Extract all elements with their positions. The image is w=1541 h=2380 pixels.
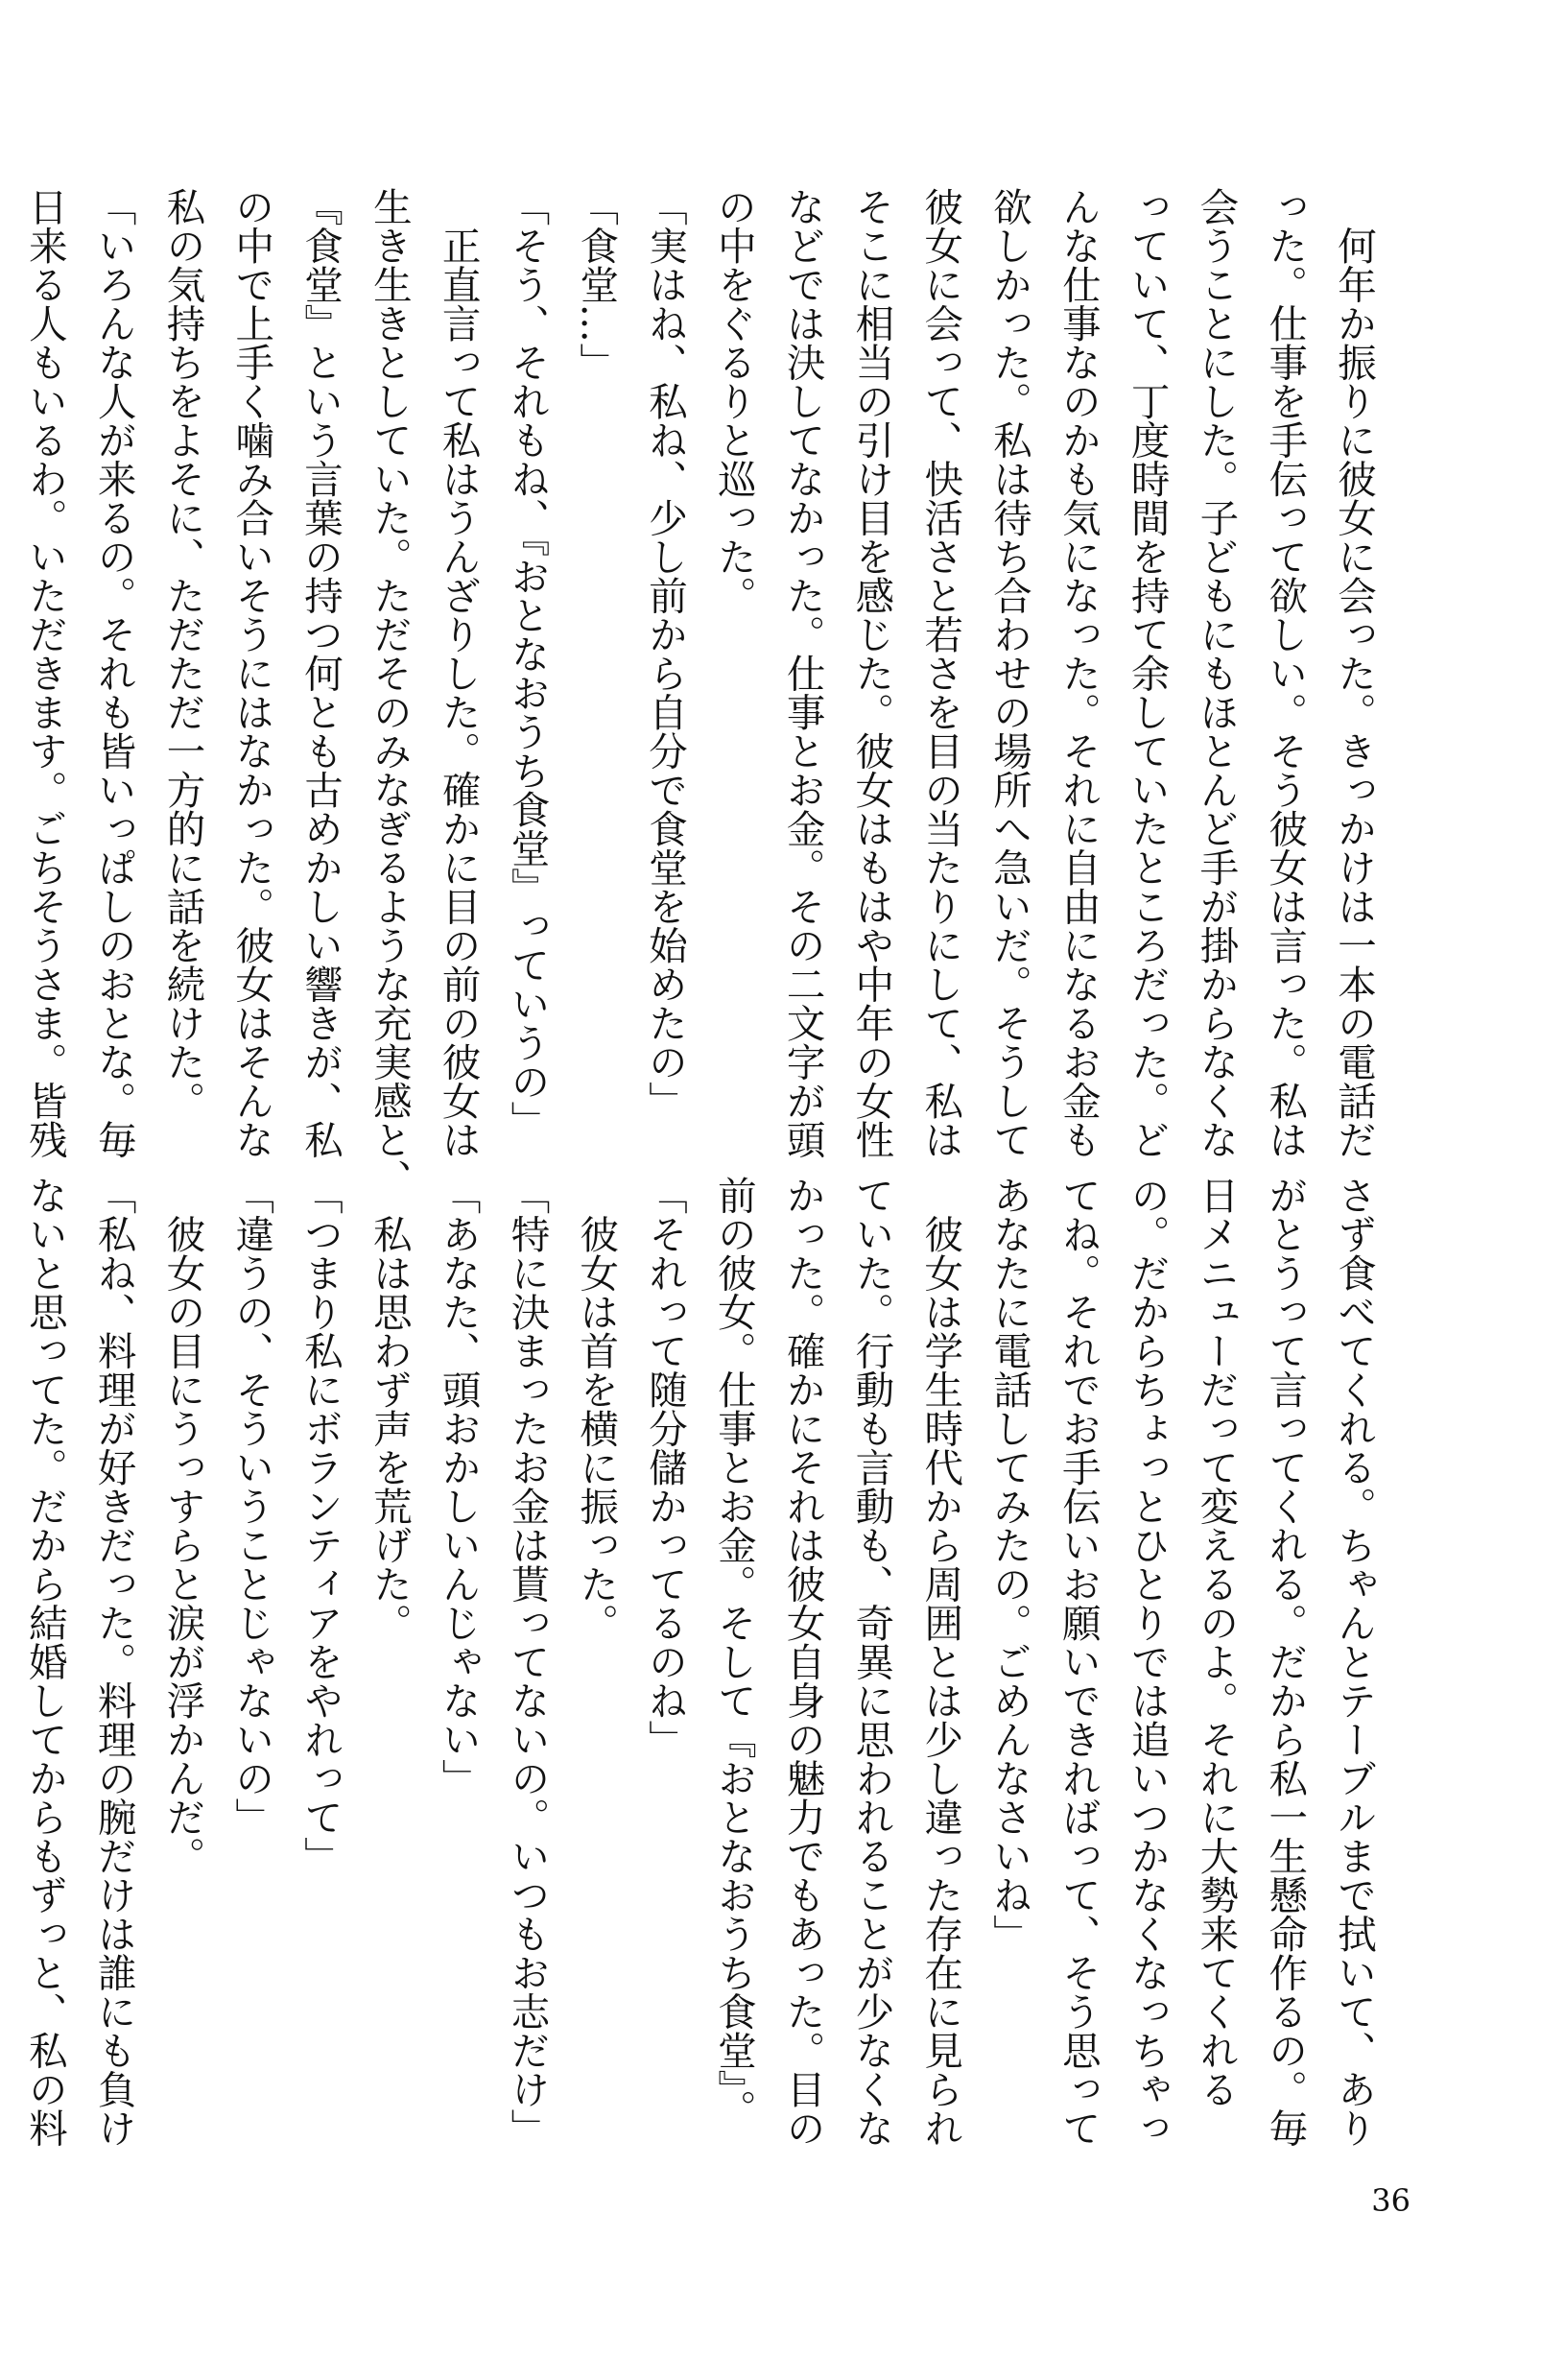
text-line: 私の気持ちをよそに、ただただ一方的に話を続けた。 — [159, 187, 206, 1120]
text-line: などでは決してなかった。仕事とお金。その二文字が頭 — [779, 187, 826, 1159]
text-line: 彼女の目にうっすらと涙が浮かんだ。 — [159, 1176, 206, 1875]
page-number: 36 — [1371, 2182, 1411, 2219]
dialogue-line: 「つまり私にボランティアをやれって」 — [297, 1176, 344, 1875]
text-line: 正直言って私はうんざりした。確かに目の前の彼女は — [435, 187, 482, 1159]
text-line: 私は思わず声を荒げた。 — [366, 1176, 413, 1642]
dialogue-line: てね。それでお手伝いお願いできればって、そう思って — [1055, 1176, 1102, 2148]
text-line: 何年か振りに彼女に会った。きっかけは一本の電話だ — [1331, 187, 1377, 1159]
dialogue-line: 「食堂…」 — [573, 187, 620, 382]
dialogue-line: さず食べてくれる。ちゃんとテーブルまで拭いて、あり — [1331, 1176, 1377, 2148]
dialogue-line: がとうって言ってくれる。だから私一生懸命作るの。毎 — [1262, 1176, 1309, 2148]
dialogue-line: 「あなた、頭おかしいんじゃない」 — [435, 1176, 482, 1797]
text-line: かった。確かにそれは彼女自身の魅力でもあった。目の — [779, 1176, 826, 2148]
dialogue-line: 「違うの、そういうことじゃないの」 — [228, 1176, 275, 1837]
dialogue-line: 「私ね、料理が好きだった。料理の腕だけは誰にも負け — [90, 1176, 137, 2148]
text-line: 『食堂』という言葉の持つ何とも古めかしい響きが、私 — [297, 187, 344, 1159]
text-line: 彼女は学生時代から周囲とは少し違った存在に見られ — [917, 1176, 964, 2148]
dialogue-line: あなたに電話してみたの。ごめんなさいね」 — [986, 1176, 1033, 1953]
dialogue-line: 「いろんな人が来るの。それも皆いっぱしのおとな。毎 — [90, 187, 137, 1159]
dialogue-line: 日来る人もいるわ。いただきます。ごちそうさま。皆残 — [21, 187, 68, 1159]
text-line: の中で上手く噛み合いそうにはなかった。彼女はそんな — [228, 187, 275, 1159]
text-line: 彼女に会って、快活さと若さを目の当たりにして、私は — [917, 187, 964, 1159]
text-line: 欲しかった。私は待ち合わせの場所へ急いだ。そうして — [986, 187, 1033, 1159]
text-line: った。仕事を手伝って欲しい。そう彼女は言った。私は — [1262, 187, 1309, 1159]
text-line: 前の彼女。仕事とお金。そして『おとなおうち食堂』。 — [710, 1176, 757, 2129]
text-line: ていた。行動も言動も、奇異に思われることが少なくな — [848, 1176, 895, 2148]
dialogue-line: ないと思ってた。だから結婚してからもずっと、私の料 — [21, 1176, 68, 2148]
text-line: そこに相当の引け目を感じた。彼女はもはや中年の女性 — [848, 187, 895, 1159]
text-line: 彼女は首を横に振った。 — [573, 1176, 620, 1642]
text-line: っていて、丁度時間を持て余していたところだった。ど — [1124, 187, 1171, 1159]
text-line: んな仕事なのかも気になった。それに自由になるお金も — [1055, 187, 1102, 1159]
dialogue-line: 日メニューだって変えるのよ。それに大勢来てくれる — [1193, 1176, 1240, 2108]
dialogue-line: 「特に決まったお金は貰ってないの。いつもお志だけ」 — [504, 1176, 551, 2148]
text-line: の中をぐるりと巡った。 — [710, 187, 757, 615]
text-block-upper — [10, 187, 1387, 1198]
dialogue-line: 「そう、それもね、『おとなおうち食堂』っていうの」 — [504, 187, 551, 1140]
text-line: 会うことにした。子どもにもほとんど手が掛からなくな — [1193, 187, 1240, 1159]
dialogue-line: 「それって随分儲かってるのね」 — [642, 1176, 689, 1759]
text-block-lower — [10, 1176, 1387, 2148]
dialogue-line: の。だからちょっとひとりでは追いつかなくなっちゃっ — [1124, 1176, 1171, 2148]
dialogue-line: 「実はね、私ね、少し前から自分で食堂を始めたの」 — [642, 187, 689, 1120]
text-line: 生き生きとしていた。ただそのみなぎるような充実感と、 — [366, 187, 413, 1198]
